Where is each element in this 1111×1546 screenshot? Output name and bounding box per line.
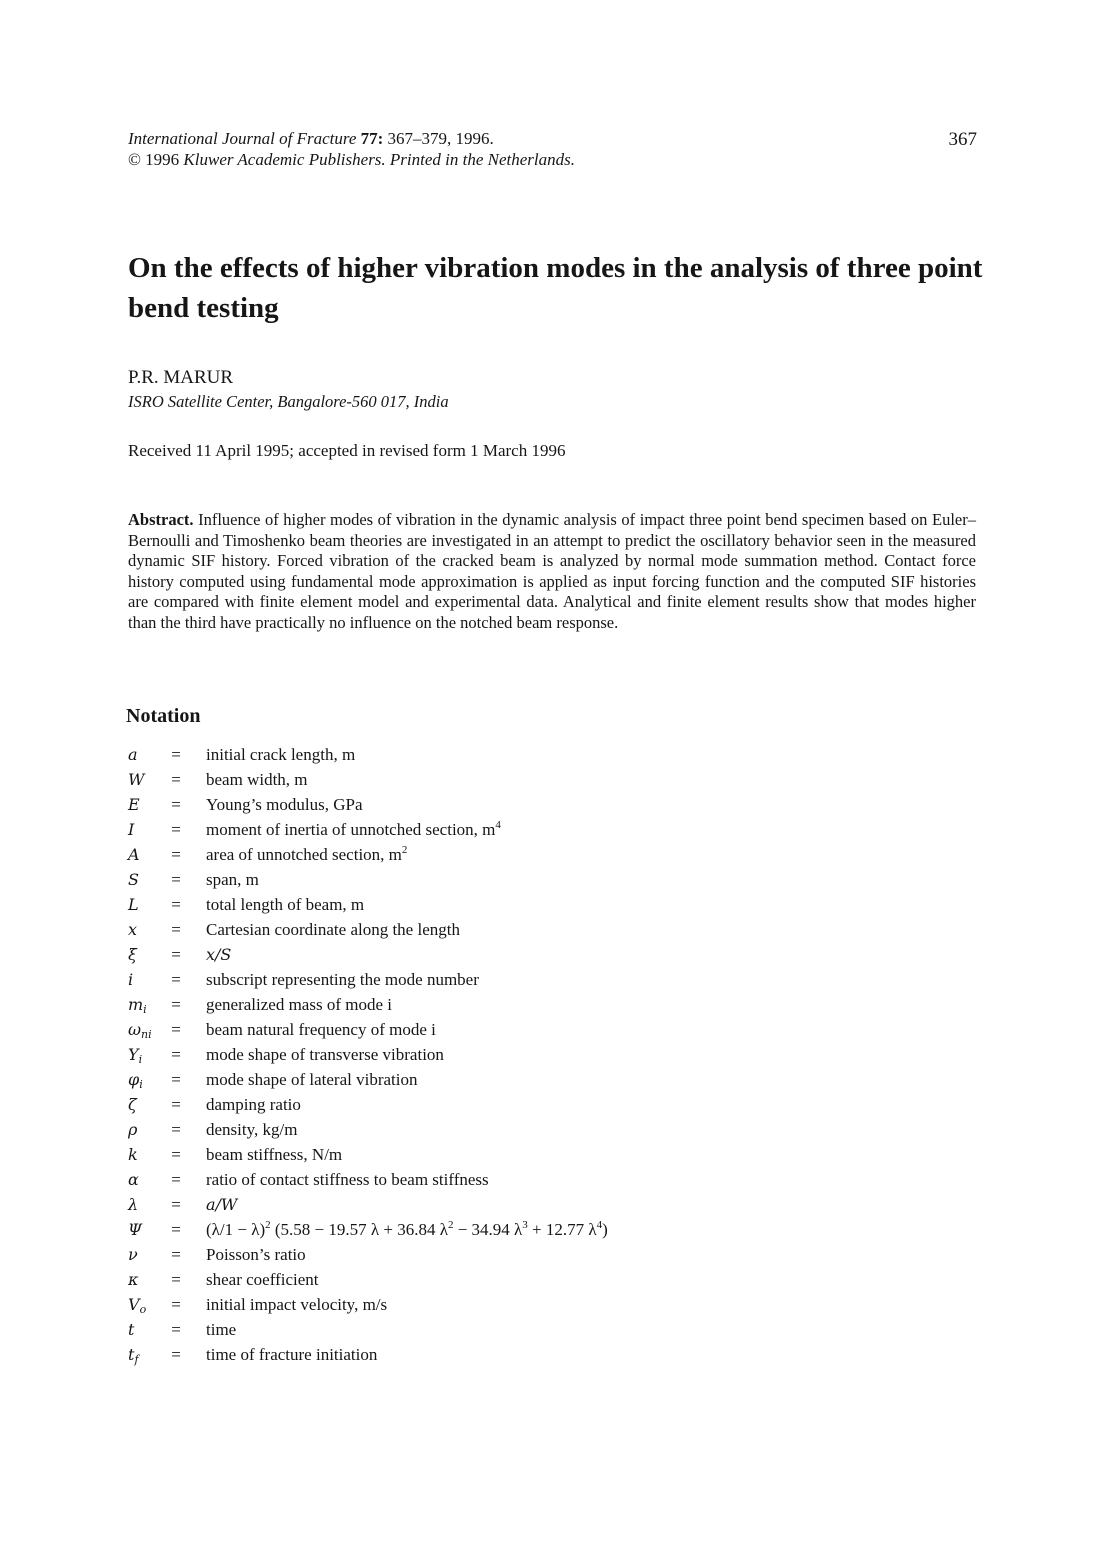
unit-exponent: 2 [401, 844, 408, 856]
notation-row [128, 992, 888, 1017]
equals-sign: = [171, 1145, 181, 1164]
notation-symbol [128, 1242, 164, 1267]
equals-sign: = [171, 945, 181, 964]
notation-definition [206, 1092, 301, 1117]
notation-row [128, 1317, 888, 1342]
notation-symbol [128, 1167, 164, 1192]
notation-row [128, 742, 888, 767]
notation-row [128, 867, 888, 892]
abstract-text: Influence of higher modes of vibration in the dynamic analysis of impact three point bend specimen based on Euler–Bernoulli and Timoshenko beam theories are investigated in an attempt to predict the oscillatory behavior seen in the measured dynamic SIF history. Forced vibration of the cracked beam is analyzed by normal mode summation method. Contact force history computed using fundamental mode approximation is applied as input forcing function and the computed SIF histories are compared with finite element model and experimental data. Analytical and finite element results show that modes higher than the third have practically no influence on the notched beam response. [128, 510, 976, 632]
equals-sign: = [171, 995, 181, 1014]
definition-text: Young’s modulus, GPa [206, 795, 363, 814]
notation-symbol-main: V [128, 1295, 140, 1314]
notation-row [128, 767, 888, 792]
equals-sign: = [171, 920, 181, 939]
formula-part: ) [602, 1220, 608, 1239]
author-affiliation: ISRO Satellite Center, Bangalore-560 017, India [128, 392, 449, 411]
notation-symbol-main: Y [128, 1045, 139, 1064]
formula-exponent: 2 [265, 1219, 271, 1231]
definition-text: a/W [206, 1195, 238, 1214]
author-name: P.R. MARUR [128, 367, 234, 388]
definition-text: beam width, m [206, 770, 308, 789]
notation-row [128, 1142, 888, 1167]
notation-symbol-main: W [128, 770, 145, 789]
notation-symbol-main: A [128, 845, 140, 864]
notation-list [128, 742, 888, 1367]
notation-row [128, 1292, 888, 1317]
definition-text: mode shape of transverse vibration [206, 1045, 444, 1064]
journal-name: International Journal of Fracture [128, 129, 357, 148]
notation-symbol [128, 1217, 164, 1242]
equals-sign: = [171, 795, 181, 814]
copyright-symbol: © [128, 150, 141, 169]
notation-symbol [128, 792, 164, 817]
notation-symbol [128, 742, 164, 767]
notation-heading: Notation [126, 705, 201, 727]
equals-sign: = [171, 1070, 181, 1089]
notation-symbol-main: φ [128, 1070, 140, 1089]
copyright-year: 1996 [140, 150, 184, 169]
definition-text: shear coefficient [206, 1270, 319, 1289]
notation-symbol-main: t [128, 1320, 135, 1339]
notation-row [128, 817, 888, 842]
definition-text: beam natural frequency of mode i [206, 1020, 436, 1039]
notation-row [128, 892, 888, 917]
definition-text: subscript representing the mode number [206, 970, 479, 989]
notation-row [128, 967, 888, 992]
equals-sign: = [171, 745, 181, 764]
formula-part: (5.58 − 19.57 λ + 36.84 λ [270, 1220, 448, 1239]
unit-exponent: 4 [495, 819, 501, 831]
notation-definition [206, 1192, 237, 1217]
notation-symbol [128, 1017, 164, 1042]
notation-row [128, 1067, 888, 1092]
notation-definition [206, 1267, 318, 1292]
equals-sign: = [171, 1320, 181, 1339]
notation-row [128, 842, 888, 867]
equals-sign: = [171, 1245, 181, 1264]
notation-symbol [128, 967, 164, 992]
definition-text: Cartesian coordinate along the length [206, 920, 460, 939]
formula-exponent: 3 [522, 1219, 528, 1231]
notation-definition [206, 1167, 489, 1192]
notation-definition [206, 1317, 236, 1342]
notation-symbol-main: ω [128, 1020, 142, 1039]
notation-symbol-subscript: f [134, 1353, 139, 1366]
definition-text: density, kg/m [206, 1120, 298, 1139]
notation-definition [206, 817, 501, 842]
notation-definition [206, 1117, 297, 1142]
notation-definition [206, 1342, 377, 1367]
notation-symbol [128, 867, 164, 892]
notation-symbol-main: k [128, 1145, 138, 1164]
received-dates: Received 11 April 1995; accepted in revised form 1 March 1996 [128, 441, 566, 460]
notation-definition [206, 967, 479, 992]
notation-symbol [128, 842, 164, 867]
journal-pages-year: 367–379, 1996. [383, 129, 494, 148]
notation-definition [206, 892, 364, 917]
equals-sign: = [171, 1045, 181, 1064]
definition-text: x/S [206, 945, 232, 964]
notation-symbol [128, 1292, 164, 1317]
definition-text: initial impact velocity, m/s [206, 1295, 388, 1314]
equals-sign: = [171, 895, 181, 914]
definition-text: Poisson’s ratio [206, 1245, 306, 1264]
definition-text: span, m [206, 870, 259, 889]
notation-definition [206, 742, 355, 767]
notation-row [128, 917, 888, 942]
notation-row [128, 1192, 888, 1217]
definition-text: mode shape of lateral vibration [206, 1070, 418, 1089]
notation-formula [206, 1217, 608, 1242]
notation-row [128, 1117, 888, 1142]
equals-sign: = [171, 1195, 181, 1214]
definition-text: total length of beam, m [206, 895, 365, 914]
formula-exponent: 4 [596, 1219, 603, 1231]
notation-symbol [128, 1192, 164, 1217]
notation-symbol-main: κ [128, 1270, 139, 1289]
notation-symbol-subscript: ni [141, 1028, 152, 1041]
journal-citation-line [128, 128, 575, 149]
notation-row [128, 942, 888, 967]
equals-sign: = [171, 1120, 181, 1139]
notation-definition [206, 1067, 417, 1092]
notation-definition [206, 1242, 306, 1267]
formula-part: + 12.77 λ [527, 1220, 597, 1239]
definition-text: beam stiffness, N/m [206, 1145, 343, 1164]
formula-part: − 34.94 λ [453, 1220, 523, 1239]
notation-symbol-main: Ψ [128, 1220, 143, 1239]
definition-text: moment of inertia of unnotched section, m [206, 820, 496, 839]
notation-symbol-main: i [128, 970, 134, 989]
equals-sign: = [171, 770, 181, 789]
notation-row [128, 1217, 888, 1242]
equals-sign: = [171, 820, 181, 839]
notation-definition [206, 792, 363, 817]
notation-symbol-main: ν [128, 1245, 138, 1264]
notation-symbol-main: L [128, 895, 139, 914]
definition-text: area of unnotched section, m [206, 845, 402, 864]
notation-symbol [128, 1067, 164, 1092]
equals-sign: = [171, 845, 181, 864]
journal-header [128, 128, 575, 170]
notation-symbol-main: S [128, 870, 139, 889]
notation-row [128, 1017, 888, 1042]
notation-definition [206, 917, 460, 942]
notation-row [128, 1092, 888, 1117]
notation-definition [206, 1292, 387, 1317]
equals-sign: = [171, 1345, 181, 1364]
abstract-label: Abstract. [128, 510, 194, 529]
notation-symbol-main: m [128, 995, 144, 1014]
notation-symbol-main: α [128, 1170, 139, 1189]
notation-symbol-main: I [128, 820, 135, 839]
equals-sign: = [171, 1295, 181, 1314]
notation-definition [206, 1042, 444, 1067]
paper-title: On the effects of higher vibration modes in the analysis of three point bend testing [128, 252, 983, 324]
notation-symbol [128, 767, 164, 792]
notation-definition [206, 867, 259, 892]
notation-symbol-subscript: i [143, 1003, 147, 1016]
definition-text: initial crack length, m [206, 745, 356, 764]
definition-text: time [206, 1320, 237, 1339]
notation-symbol [128, 1267, 164, 1292]
notation-definition [206, 992, 392, 1017]
notation-symbol-main: ξ [128, 945, 137, 964]
notation-symbol [128, 1092, 164, 1117]
notation-definition [206, 942, 231, 967]
publisher: Kluwer Academic Publishers. Printed in the Netherlands. [183, 150, 576, 169]
notation-symbol [128, 1342, 164, 1367]
definition-text: ratio of contact stiffness to beam stiffness [206, 1170, 489, 1189]
notation-symbol-main: ρ [128, 1120, 138, 1139]
notation-symbol [128, 1117, 164, 1142]
definition-text: damping ratio [206, 1095, 301, 1114]
notation-symbol [128, 1317, 164, 1342]
notation-definition [206, 1017, 436, 1042]
notation-row [128, 1242, 888, 1267]
notation-symbol-subscript: i [138, 1053, 143, 1066]
notation-symbol [128, 1142, 164, 1167]
notation-symbol-main: E [128, 795, 140, 814]
notation-symbol [128, 1042, 164, 1067]
notation-symbol-main: λ [128, 1195, 139, 1214]
journal-volume: 77: [360, 129, 384, 148]
notation-symbol [128, 817, 164, 842]
notation-symbol [128, 917, 164, 942]
equals-sign: = [171, 970, 181, 989]
notation-row [128, 1042, 888, 1067]
notation-symbol [128, 942, 164, 967]
equals-sign: = [171, 1220, 181, 1239]
notation-definition [206, 842, 407, 867]
notation-symbol-main: ζ [128, 1095, 137, 1114]
equals-sign: = [171, 1170, 181, 1189]
formula-exponent: 2 [447, 1219, 454, 1231]
copyright-line [128, 149, 575, 170]
notation-symbol-subscript: o [139, 1303, 147, 1316]
abstract [128, 510, 976, 634]
notation-symbol [128, 992, 164, 1017]
formula-part: (λ/1 − λ) [206, 1220, 266, 1239]
notation-symbol-main: x [128, 920, 138, 939]
notation-definition [206, 767, 308, 792]
equals-sign: = [171, 870, 181, 889]
notation-symbol-subscript: i [139, 1078, 143, 1091]
equals-sign: = [171, 1020, 181, 1039]
notation-definition [206, 1142, 342, 1167]
page-number: 367 [948, 129, 977, 150]
notation-symbol-main: a [128, 745, 138, 764]
definition-text: generalized mass of mode i [206, 995, 392, 1014]
notation-row [128, 1167, 888, 1192]
definition-text: time of fracture initiation [206, 1345, 378, 1364]
notation-symbol-main: t [128, 1345, 135, 1364]
notation-row [128, 1342, 888, 1367]
equals-sign: = [171, 1095, 181, 1114]
notation-row [128, 792, 888, 817]
notation-symbol [128, 892, 164, 917]
equals-sign: = [171, 1270, 181, 1289]
notation-row [128, 1267, 888, 1292]
